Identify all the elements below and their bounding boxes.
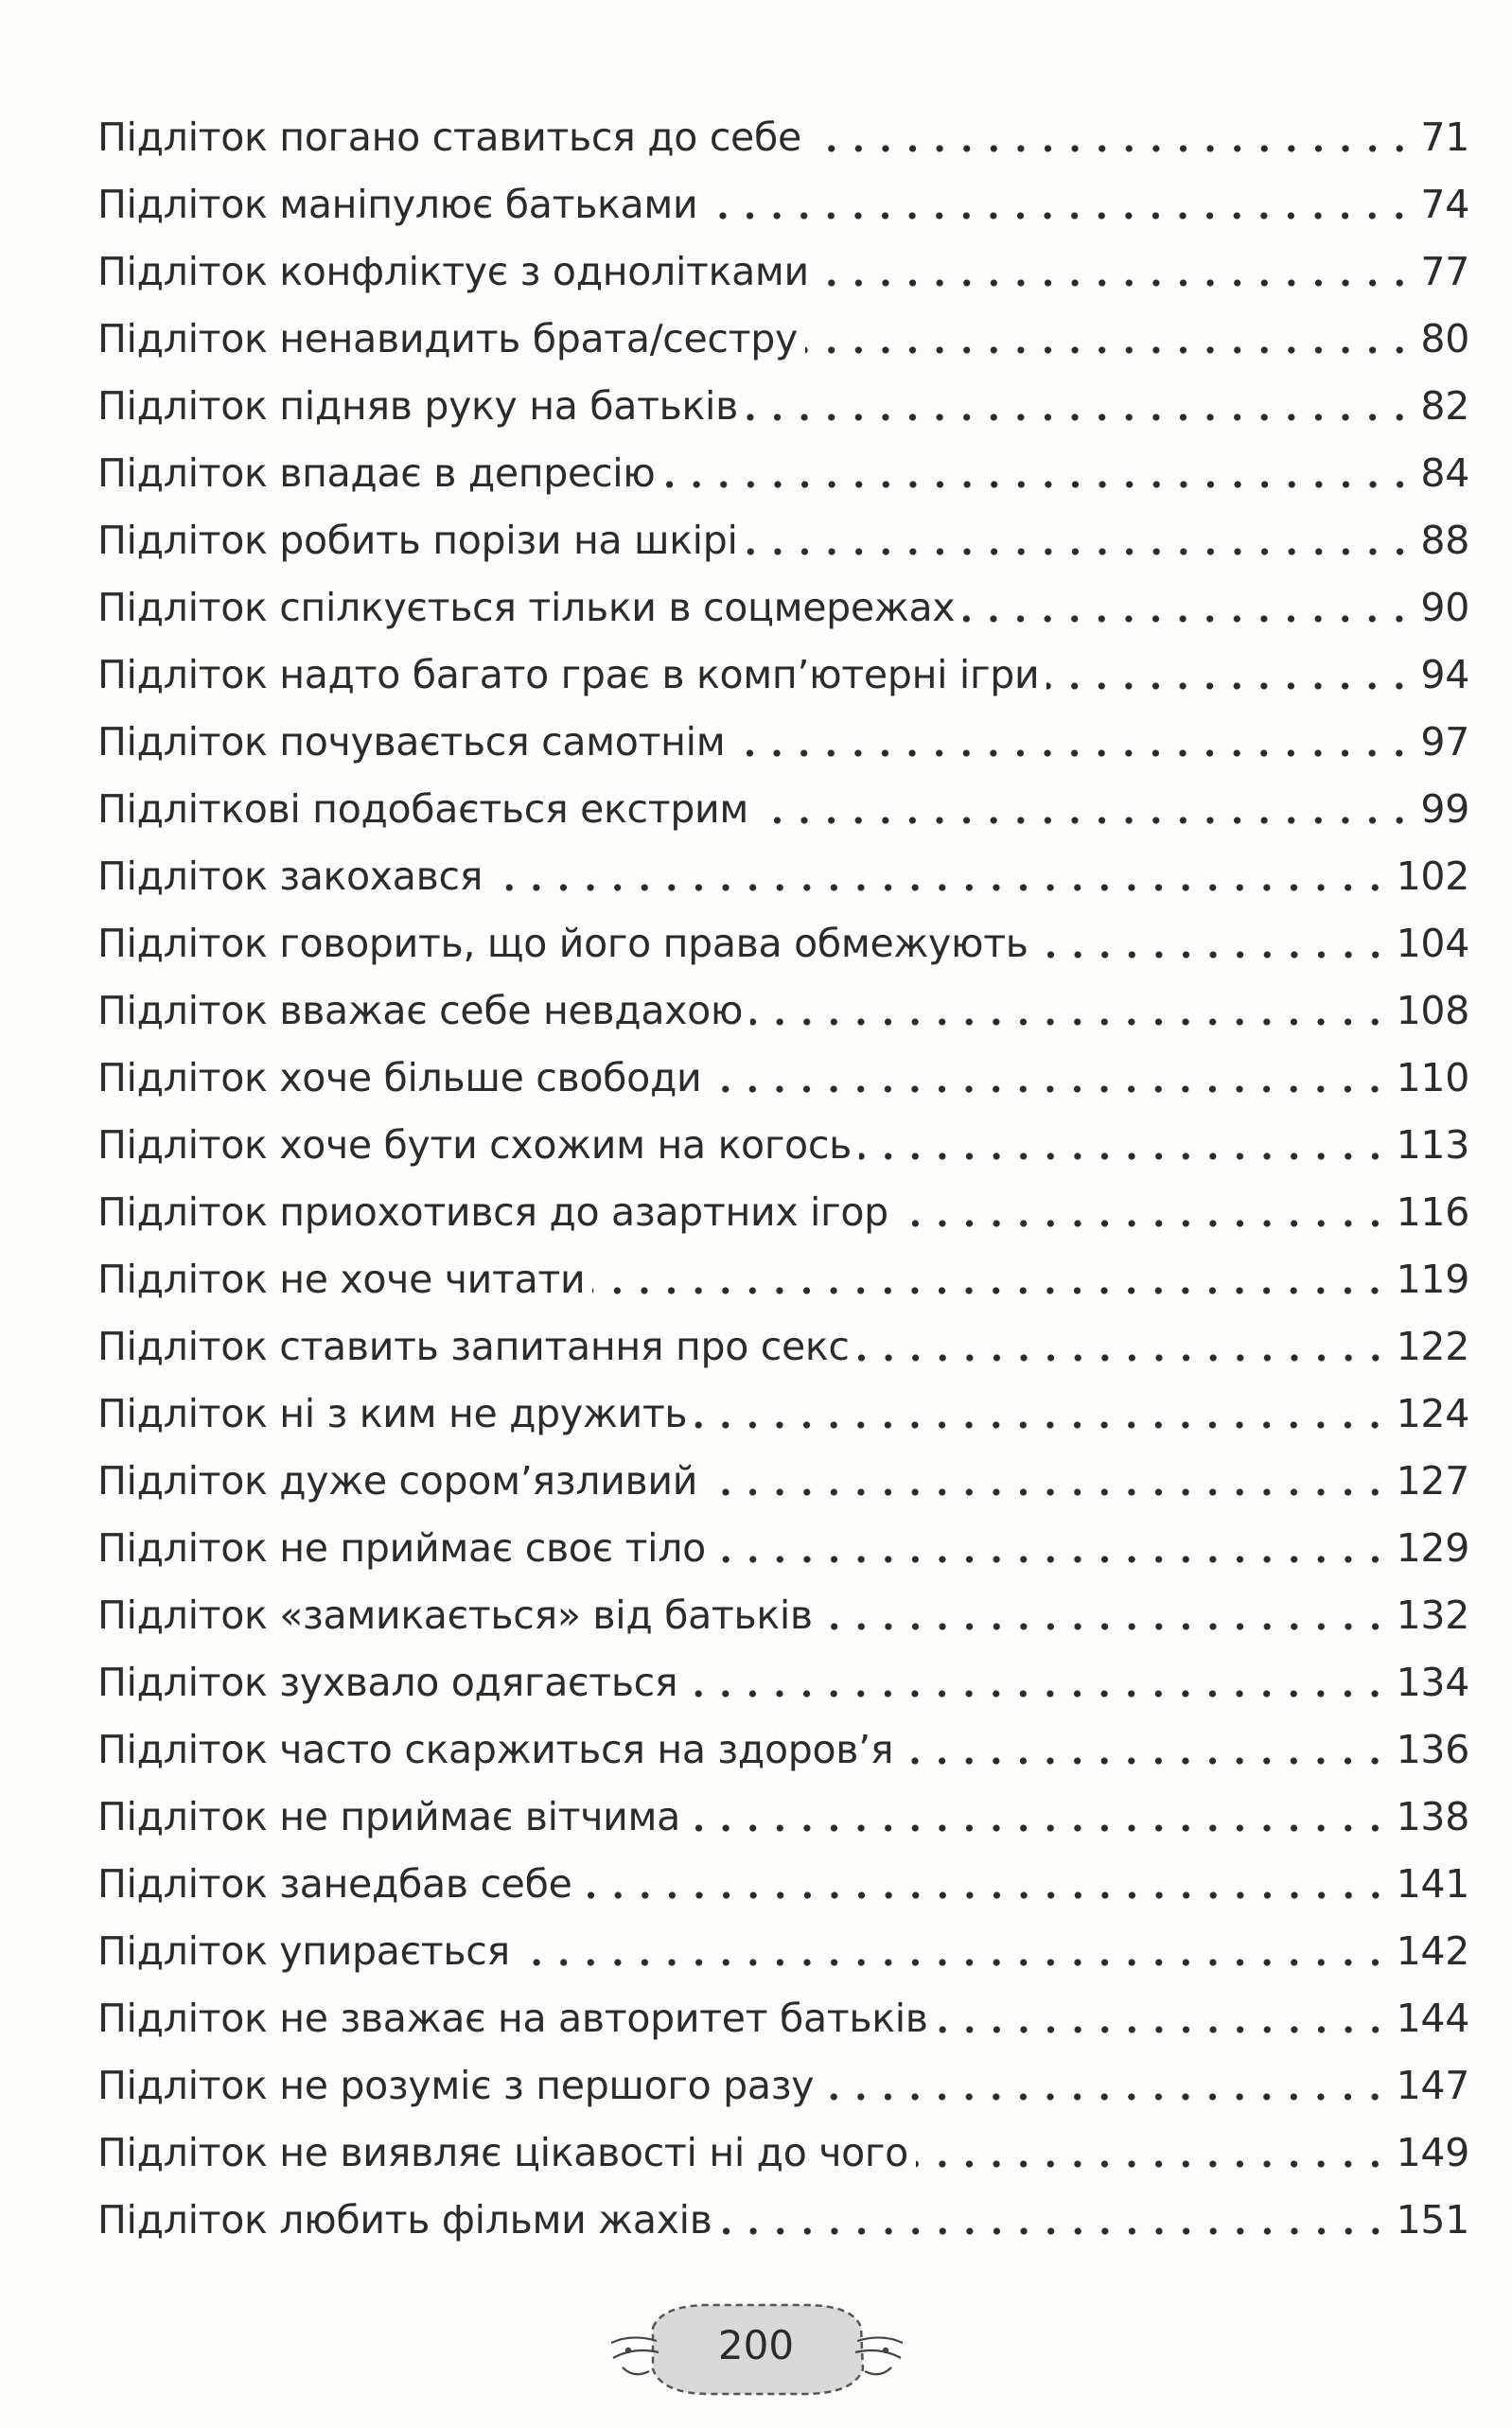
toc-entry-title: Підліток хоче бути схожим на когось (97, 1122, 852, 1168)
toc-entry-title: Підліток надто багато грає в комп’ютерні ігри (97, 652, 1040, 697)
toc-entry-title: Підліток ненавидить брата/сестру (97, 316, 798, 361)
toc-entry-title: Підліток впадає в депресію (97, 450, 656, 496)
toc-entry (97, 1776, 1469, 1843)
toc-entry (97, 97, 1469, 164)
toc-entry-page-number: 127 (1396, 1458, 1469, 1504)
toc-entry-title: Підліток не виявляє цікавості ні до чого (97, 2130, 908, 2175)
toc-entry-title: Підліток часто скаржиться на здоров’я (97, 1727, 894, 1772)
dot-leader (720, 2227, 1389, 2235)
dot-leader (746, 413, 1413, 421)
dot-leader (732, 749, 1413, 757)
toc-entry-page-number: 74 (1420, 182, 1469, 227)
toc-entry-page-number: 82 (1420, 383, 1469, 429)
toc-entry-title: Підліток занедбав себе (97, 1861, 572, 1907)
dot-leader (592, 1287, 1388, 1294)
dot-leader (916, 2160, 1389, 2168)
dot-leader (750, 1018, 1389, 1026)
toc-entry (97, 1843, 1469, 1910)
dot-leader (746, 548, 1414, 555)
toc-entry-title: Підліток конфліктує з однолітками (97, 249, 809, 294)
toc-entry-page-number: 104 (1396, 921, 1469, 966)
toc-entry-page-number: 94 (1420, 652, 1469, 697)
toc-entry-page-number: 124 (1396, 1391, 1469, 1436)
toc-entry-page-number: 110 (1396, 1055, 1469, 1100)
toc-entry-page-number: 138 (1396, 1794, 1469, 1839)
toc-entry-title: Підліток спілкується тільки в соцмережах (97, 585, 956, 630)
toc-entry-page-number: 134 (1396, 1660, 1469, 1705)
toc-entry-title: Підліток приохотився до азартних ігор (97, 1189, 888, 1235)
toc-entry (97, 1709, 1469, 1776)
toc-entry (97, 634, 1469, 701)
page-footer (0, 2292, 1512, 2405)
toc-entry-title: Підліток не приймає своє тіло (97, 1525, 706, 1571)
toc-entry-page-number: 90 (1420, 585, 1469, 630)
dot-leader (817, 279, 1414, 287)
toc-entry-page-number: 108 (1396, 988, 1469, 1033)
toc-entry (97, 1306, 1469, 1373)
toc-entry-page-number: 84 (1420, 450, 1469, 496)
toc-entry (97, 1440, 1469, 1507)
toc-entry-title: Підліток закохався (97, 853, 483, 899)
toc-entry (97, 1910, 1469, 1978)
toc-entry (97, 836, 1469, 903)
toc-entry-page-number: 151 (1396, 2197, 1469, 2243)
dot-leader (694, 1421, 1388, 1429)
toc-entry (97, 1978, 1469, 2045)
toc-entry (97, 2045, 1469, 2112)
toc-entry-page-number: 116 (1396, 1189, 1469, 1235)
toc-entry-page-number: 97 (1420, 719, 1469, 765)
toc-entry (97, 298, 1469, 365)
toc-entry-title: Підліток зухвало одягається (97, 1660, 678, 1705)
toc-entry (97, 1104, 1469, 1171)
toc-entry-page-number: 102 (1396, 853, 1469, 899)
dot-leader (756, 817, 1413, 824)
toc-entry-page-number: 113 (1396, 1122, 1469, 1168)
toc-entry-page-number: 132 (1396, 1592, 1469, 1638)
toc-entry (97, 1239, 1469, 1306)
toc-entry (97, 231, 1469, 298)
dot-leader (705, 212, 1413, 220)
dot-leader (901, 1757, 1388, 1765)
dot-leader (805, 346, 1414, 354)
toc-entry-title: Підліток говорить, що його права обмежують (97, 921, 1029, 966)
dot-leader (809, 145, 1414, 152)
toc-entry-title: Підліток робить порізи на шкірі (97, 518, 738, 563)
toc-entry-page-number: 77 (1420, 249, 1469, 294)
dot-leader (821, 2093, 1388, 2101)
toc-entry-title: Підліток дуже сором’язливий (97, 1458, 698, 1504)
toc-entry (97, 768, 1469, 836)
toc-entry-title: Підліток любить фільми жахів (97, 2197, 712, 2243)
toc-entry-page-number: 147 (1396, 2063, 1469, 2108)
dot-leader (857, 1354, 1389, 1362)
toc-entry (97, 432, 1469, 500)
toc-entry-title: Підліток маніпулює батьками (97, 182, 698, 227)
toc-entry-page-number: 119 (1396, 1257, 1469, 1302)
toc-entry-title: Підліток не хоче читати (97, 1257, 586, 1302)
toc-entry-title: Підліток ні з ким не дружить (97, 1391, 688, 1436)
toc-entry (97, 970, 1469, 1037)
toc-entry-title: Підліток підняв руку на батьків (97, 383, 738, 429)
dot-leader (962, 615, 1413, 623)
toc-entry (97, 365, 1469, 432)
dot-leader (896, 1220, 1389, 1227)
dot-leader (936, 2026, 1389, 2033)
toc-entry-title: Підліток хоче більше свободи (97, 1055, 702, 1100)
toc-entry-title: Підліток упирається (97, 1928, 510, 1974)
toc-entry-page-number: 149 (1396, 2130, 1469, 2175)
dot-leader (580, 1891, 1389, 1899)
toc-entry (97, 1642, 1469, 1709)
toc-entry-page-number: 71 (1420, 114, 1469, 160)
toc-entry-title: Підліток «замикається» від батьків (97, 1592, 813, 1638)
dot-leader (1046, 682, 1413, 690)
dot-leader (1036, 951, 1389, 959)
dot-leader (713, 1556, 1389, 1563)
toc-entry-page-number: 141 (1396, 1861, 1469, 1907)
toc-entry (97, 164, 1469, 231)
toc-entry (97, 903, 1469, 970)
toc-entry-title: Підліток погано ставиться до себе (97, 114, 801, 160)
dot-leader (688, 1824, 1389, 1832)
toc-entry-page-number: 88 (1420, 518, 1469, 563)
dot-leader (820, 1623, 1389, 1630)
toc-entry-title: Підліток не приймає вітчима (97, 1794, 680, 1839)
toc-entry-title: Підліток вважає себе невдахою (97, 988, 744, 1033)
toc-entry-page-number: 80 (1420, 316, 1469, 361)
toc-entry (97, 500, 1469, 567)
dot-leader (685, 1690, 1388, 1698)
dot-leader (490, 884, 1389, 891)
toc-entry (97, 1575, 1469, 1642)
toc-entry-title: Підліток почувається самотнім (97, 719, 726, 765)
toc-entry (97, 2179, 1469, 2246)
dot-leader (705, 1488, 1389, 1496)
toc-entry (97, 1037, 1469, 1104)
toc-entry (97, 2112, 1469, 2179)
dot-leader (663, 481, 1414, 488)
toc-entry-page-number: 122 (1396, 1324, 1469, 1369)
toc-entry-title: Підліток ставить запитання про секс (97, 1324, 850, 1369)
page-number: 200 (717, 2322, 795, 2368)
toc-entry (97, 701, 1469, 768)
dot-leader (709, 1085, 1388, 1093)
toc-entry-page-number: 136 (1396, 1727, 1469, 1772)
toc-entry (97, 1373, 1469, 1440)
toc-entry (97, 1171, 1469, 1239)
toc-entry-title: Підліток не розуміє з першого разу (97, 2063, 815, 2108)
toc-entry-title: Підліток не зважає на авторитет батьків (97, 1996, 928, 2041)
toc-entry-page-number: 129 (1396, 1525, 1469, 1571)
table-of-contents (97, 97, 1469, 2246)
toc-entry-title: Підліткові подобається екстрим (97, 786, 749, 832)
toc-entry-page-number: 142 (1396, 1928, 1469, 1974)
dot-leader (859, 1152, 1389, 1160)
toc-entry-page-number: 144 (1396, 1996, 1469, 2041)
toc-entry-page-number: 99 (1420, 786, 1469, 832)
toc-entry (97, 1507, 1469, 1575)
dot-leader (518, 1959, 1389, 1966)
toc-entry (97, 567, 1469, 634)
